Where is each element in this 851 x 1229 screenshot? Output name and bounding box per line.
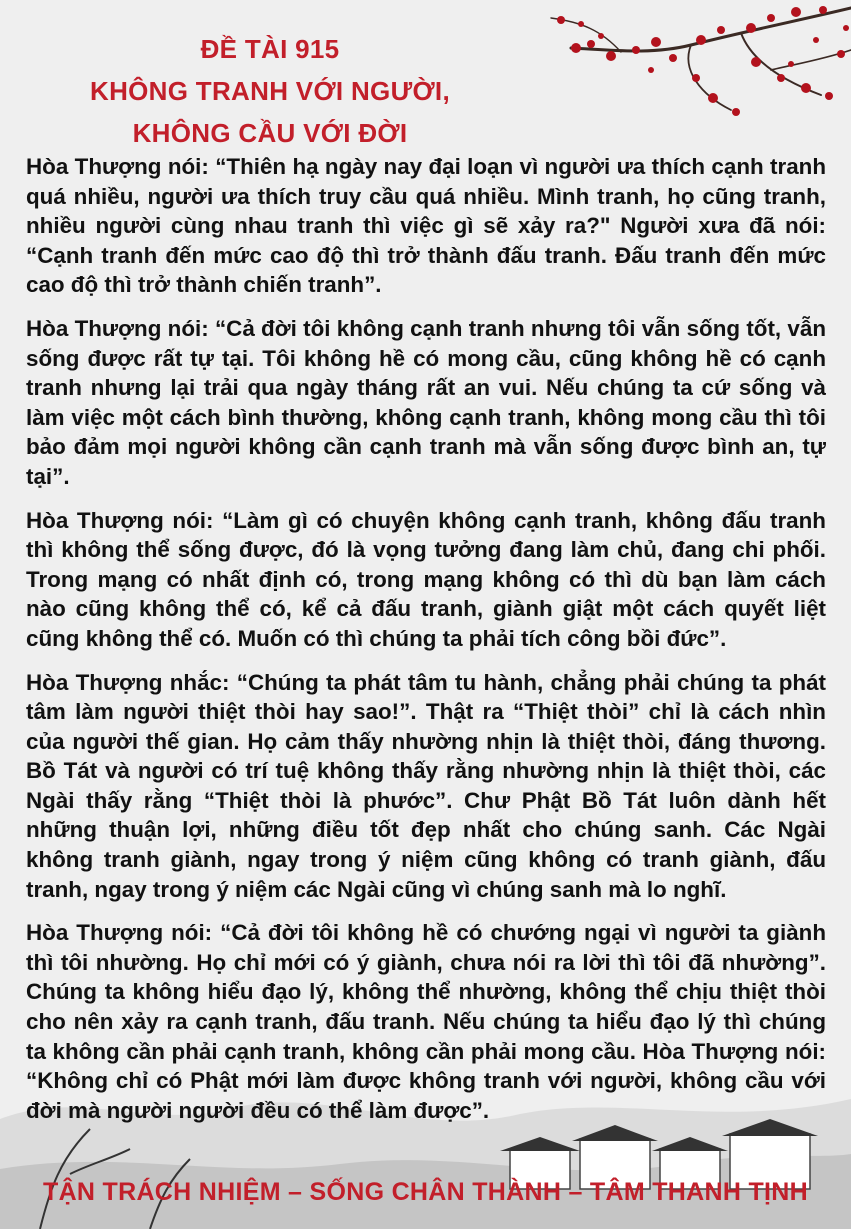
paragraph-3: Hòa Thượng nói: “Làm gì có chuyện không cạnh tranh, không đấu tranh thì không thể sống được, đó là vọng tưởng đang làm chủ, đang chi phối. Trong mạng có nhất định có, trong mạng không có thì dù bạn làm cách nào cũng không thể có, kể cả đấu tranh, giành giật một cách quyết liệt cũng không thể có. Muốn có thì chúng ta phải tích công bồi đức”. [26,507,826,651]
article-body [26,152,826,1139]
paragraph-5: Hòa Thượng nói: “Cả đời tôi không hề có chướng ngại vì người ta giành thì tôi nhường. Họ chỉ mới có ý giành, chưa nói ra lời thì tôi đã nhường”. Chúng ta không hiểu đạo lý, không thể nhường, không thể chịu thiệt thòi cho nên xảy ra cạnh tranh, đấu tranh. Nếu chúng ta hiểu đạo lý thì chúng ta không cần phải cạnh tranh, không cần phải mong cầu. Hòa Thượng nói: “Không chỉ có Phật mới làm được không tranh với người, không cầu với đời mà người người đều có thể làm được”. [26,920,826,1123]
paragraph-1: Hòa Thượng nói: “Thiên hạ ngày nay đại loạn vì người ưa thích cạnh tranh quá nhiều, người ưa thích truy cầu quá nhiều. Mình tranh, họ cũng tranh, nhiều người cùng nhau tranh thì việc gì sẽ xảy ra?" Người xưa đã nói: “Cạnh tranh đến mức cao độ thì trở thành đấu tranh. Đấu tranh đến mức cao độ thì trở thành chiến tranh”. [26,154,826,298]
title-topic-number: ĐỀ TÀI 915 [200,34,340,64]
paragraph-2: Hòa Thượng nói: “Cả đời tôi không cạnh tranh nhưng tôi vẫn sống tốt, vẫn sống được rất tự tại. Tôi không hề có mong cầu, cũng không hề có cạnh tranh nhưng lại trải qua ngày tháng rất an vui. Nếu chúng ta cứ sống và làm việc một cách bình thường, không cạnh tranh, không mong cầu thì tôi bảo đảm mọi người không cần cạnh tranh mà vẫn sống được bình an, tự tại”. [26,315,826,489]
plum-blossom-branch-icon [451,0,851,140]
footer-motto: TẬN TRÁCH NHIỆM – SỐNG CHÂN THÀNH – TÂM THANH TỊNH [43,1178,808,1206]
page-title [60,28,480,154]
title-line-1: KHÔNG TRANH VỚI NGƯỜI, [90,76,450,106]
paragraph-4: Hòa Thượng nhắc: “Chúng ta phát tâm tu hành, chẳng phải chúng ta phát tâm làm người thiệt thòi hay sao!”. Thật ra “Thiệt thòi” chỉ là cách nhìn của người thế gian. Họ cảm thấy nhường nhịn là thiệt thòi, đáng thương. Bồ Tát và người có trí tuệ không thấy rằng nhường nhịn là thiệt thòi, các Ngài thấy rằng “Thiệt thòi là phước”. Chư Phật Bồ Tát luôn dành hết những thuận lợi, những điều tốt đẹp nhất cho chúng sanh. Các Ngài không tranh giành, ngay trong ý niệm cũng không có tranh giành, đấu tranh, ngay trong ý niệm các Ngài cũng vì chúng sanh mà lo nghĩ. [26,669,826,902]
title-line-2: KHÔNG CẦU VỚI ĐỜI [132,118,408,148]
